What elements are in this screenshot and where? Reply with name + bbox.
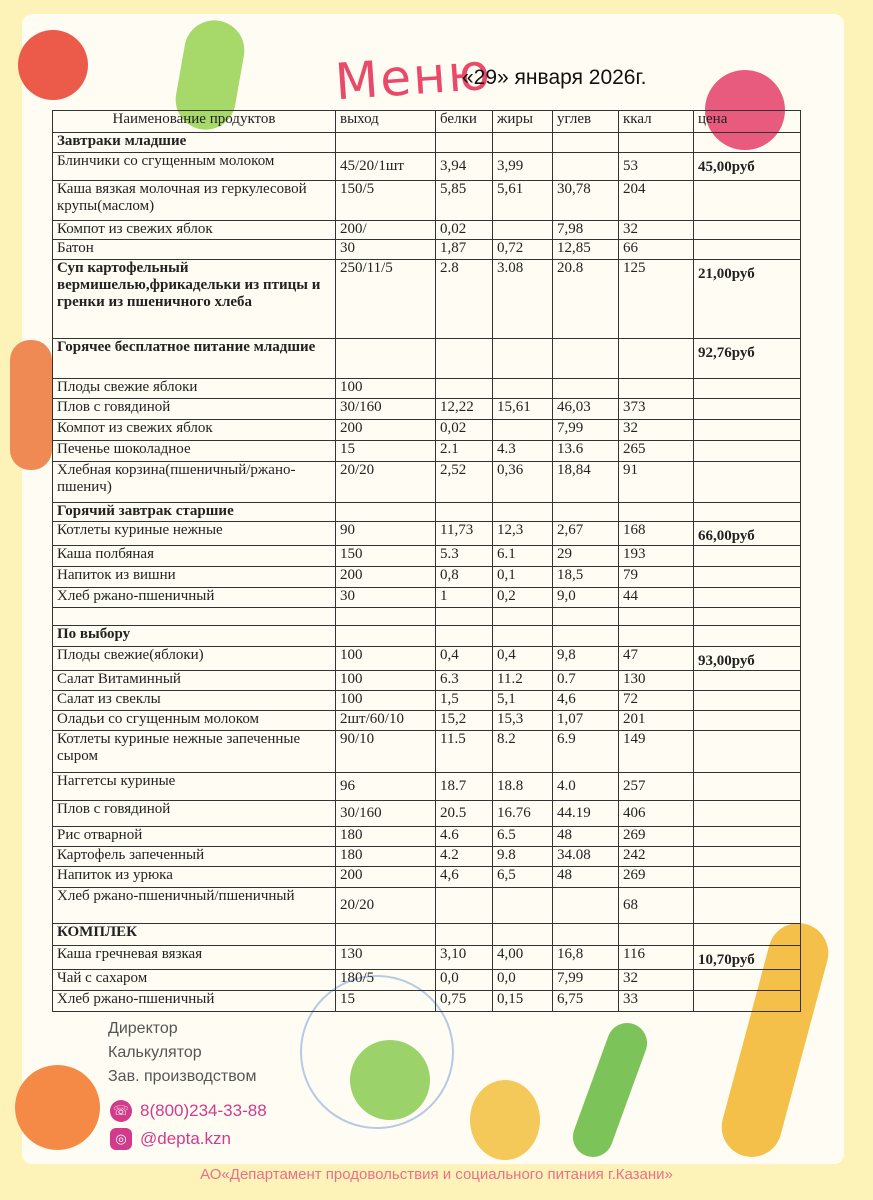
fat-cell: 6.5: [493, 827, 553, 847]
tomato-illustration: [18, 30, 88, 100]
protein-cell: 4.6: [436, 827, 493, 847]
kcal-cell: 193: [619, 546, 694, 567]
price-cell: 45,00руб: [694, 153, 801, 181]
price-cell: [694, 691, 801, 711]
dish-name: Чай с сахаром: [53, 970, 336, 991]
dish-name: Каша полбяная: [53, 546, 336, 567]
yield-cell: 200: [336, 867, 436, 888]
fat-cell: 16.76: [493, 801, 553, 827]
fat-cell: 4.3: [493, 441, 553, 462]
carbs-cell: 16,8: [553, 946, 619, 970]
price-cell: 21,00руб: [694, 260, 801, 339]
protein-cell: [436, 626, 493, 647]
kcal-cell: 66: [619, 240, 694, 260]
fat-cell: 3,99: [493, 153, 553, 181]
protein-cell: 4,6: [436, 867, 493, 888]
dish-name: Салат из свеклы: [53, 691, 336, 711]
fat-cell: 18.8: [493, 773, 553, 801]
price-cell: [694, 711, 801, 731]
fat-cell: [493, 626, 553, 647]
carbs-cell: 6,75: [553, 991, 619, 1012]
yield-cell: 45/20/1шт: [336, 153, 436, 181]
instagram-icon: ◎: [110, 1128, 132, 1150]
table-row: [53, 240, 801, 260]
carbs-cell: 9,8: [553, 647, 619, 671]
yield-cell: 15: [336, 441, 436, 462]
protein-cell: 12,22: [436, 399, 493, 420]
yield-cell: [336, 608, 436, 626]
carbs-cell: [553, 379, 619, 399]
table-row: [53, 546, 801, 567]
carbs-cell: [553, 133, 619, 153]
carbs-cell: 44.19: [553, 801, 619, 827]
protein-cell: 2,52: [436, 462, 493, 503]
carbs-cell: 7,99: [553, 420, 619, 441]
carbs-cell: [553, 608, 619, 626]
carbs-cell: 48: [553, 827, 619, 847]
carbs-cell: 7,99: [553, 970, 619, 991]
table-row: [53, 801, 801, 827]
price-cell: [694, 888, 801, 924]
price-cell: [694, 867, 801, 888]
protein-cell: [436, 133, 493, 153]
price-cell: 92,76руб: [694, 339, 801, 379]
carbs-cell: 9,0: [553, 588, 619, 608]
kcal-cell: [619, 379, 694, 399]
table-row: [53, 153, 801, 181]
kcal-cell: [619, 608, 694, 626]
table-row: [53, 671, 801, 691]
col-protein: белки: [436, 111, 493, 133]
carbs-cell: [553, 503, 619, 522]
carbs-cell: 7,98: [553, 221, 619, 240]
fat-cell: 5,1: [493, 691, 553, 711]
fat-cell: 8.2: [493, 731, 553, 773]
table-row: [53, 133, 801, 153]
company-name: АО«Департамент продовольствия и социального питания г.Казани»: [200, 1166, 673, 1183]
fat-cell: 12,3: [493, 522, 553, 546]
kcal-cell: 116: [619, 946, 694, 970]
col-kcal: ккал: [619, 111, 694, 133]
yield-cell: 180/5: [336, 970, 436, 991]
phone-icon: ☏: [110, 1100, 132, 1122]
dish-name: Котлеты куриные нежные запеченные сыром: [53, 731, 336, 773]
kcal-cell: 68: [619, 888, 694, 924]
fat-cell: 0,36: [493, 462, 553, 503]
protein-cell: 5.3: [436, 546, 493, 567]
yield-cell: 100: [336, 691, 436, 711]
yield-cell: [336, 626, 436, 647]
kcal-cell: 149: [619, 731, 694, 773]
price-cell: [694, 462, 801, 503]
col-fat: жиры: [493, 111, 553, 133]
yield-cell: 150/5: [336, 181, 436, 221]
protein-cell: [436, 924, 493, 946]
carbs-cell: 0.7: [553, 671, 619, 691]
price-cell: [694, 133, 801, 153]
carbs-cell: 34.08: [553, 847, 619, 867]
carbs-cell: [553, 888, 619, 924]
table-row: [53, 691, 801, 711]
col-carbs: углев: [553, 111, 619, 133]
dish-name: Горячее бесплатное питание младшие: [53, 339, 336, 379]
protein-cell: 5,85: [436, 181, 493, 221]
kcal-cell: 257: [619, 773, 694, 801]
yield-cell: 96: [336, 773, 436, 801]
protein-cell: [436, 608, 493, 626]
dish-name: Батон: [53, 240, 336, 260]
protein-cell: 1,5: [436, 691, 493, 711]
table-row: [53, 462, 801, 503]
carbs-cell: 18,84: [553, 462, 619, 503]
dish-name: Салат Витаминный: [53, 671, 336, 691]
price-cell: [694, 503, 801, 522]
yield-cell: [336, 503, 436, 522]
dish-name: Оладьи со сгущенным молоком: [53, 711, 336, 731]
dish-name: Плоды свежие яблоки: [53, 379, 336, 399]
kcal-cell: 44: [619, 588, 694, 608]
table-row: [53, 181, 801, 221]
director-label: Директор: [108, 1020, 178, 1037]
protein-cell: [436, 888, 493, 924]
table-row: [53, 608, 801, 626]
protein-cell: 6.3: [436, 671, 493, 691]
dish-name: Блинчики со сгущенным молоком: [53, 153, 336, 181]
dish-name: Картофель запеченный: [53, 847, 336, 867]
col-yield: выход: [336, 111, 436, 133]
price-cell: [694, 608, 801, 626]
price-cell: [694, 399, 801, 420]
fat-cell: 0,15: [493, 991, 553, 1012]
price-cell: [694, 567, 801, 588]
table-row: [53, 626, 801, 647]
table-row: [53, 588, 801, 608]
yield-cell: 90/10: [336, 731, 436, 773]
table-row: [53, 522, 801, 546]
yield-cell: 20/20: [336, 888, 436, 924]
kcal-cell: 32: [619, 970, 694, 991]
menu-table: [52, 110, 801, 1012]
fat-cell: [493, 379, 553, 399]
protein-cell: 0,4: [436, 647, 493, 671]
protein-cell: 15,2: [436, 711, 493, 731]
price-cell: [694, 970, 801, 991]
yield-cell: [336, 924, 436, 946]
yield-cell: 30/160: [336, 801, 436, 827]
carbs-cell: 48: [553, 867, 619, 888]
price-cell: [694, 671, 801, 691]
price-cell: [694, 420, 801, 441]
dish-name: Котлеты куриные нежные: [53, 522, 336, 546]
dish-name: Суп картофельный вермишелью,фрикадельки из птицы и гренки из пшеничного хлеба: [53, 260, 336, 339]
yield-cell: 30/160: [336, 399, 436, 420]
price-cell: [694, 773, 801, 801]
protein-cell: 0,75: [436, 991, 493, 1012]
fat-cell: 0,72: [493, 240, 553, 260]
price-cell: 66,00руб: [694, 522, 801, 546]
fat-cell: 0,2: [493, 588, 553, 608]
fat-cell: 15,3: [493, 711, 553, 731]
price-cell: [694, 221, 801, 240]
fat-cell: 5,61: [493, 181, 553, 221]
carbs-cell: 2,67: [553, 522, 619, 546]
kcal-cell: 269: [619, 867, 694, 888]
yield-cell: 90: [336, 522, 436, 546]
kcal-cell: 33: [619, 991, 694, 1012]
yield-cell: 200: [336, 567, 436, 588]
yield-cell: 15: [336, 991, 436, 1012]
fat-cell: 9.8: [493, 847, 553, 867]
kcal-cell: 53: [619, 153, 694, 181]
dish-name: Горячий завтрак старшие: [53, 503, 336, 522]
fat-cell: 15,61: [493, 399, 553, 420]
protein-cell: 0,02: [436, 221, 493, 240]
page-title: Меню: [333, 42, 494, 112]
fat-cell: [493, 924, 553, 946]
protein-cell: 0,8: [436, 567, 493, 588]
fat-cell: [493, 503, 553, 522]
yield-cell: 100: [336, 379, 436, 399]
protein-cell: 0,0: [436, 970, 493, 991]
price-cell: [694, 379, 801, 399]
carbs-cell: 1,07: [553, 711, 619, 731]
dish-name: Хлеб ржано-пшеничный: [53, 588, 336, 608]
dish-name: Наггетсы куриные: [53, 773, 336, 801]
kcal-cell: [619, 133, 694, 153]
phone-contact: [110, 1100, 267, 1122]
kcal-cell: 406: [619, 801, 694, 827]
table-row: [53, 888, 801, 924]
dish-name: Хлеб ржано-пшеничный/пшеничный: [53, 888, 336, 924]
table-row: [53, 260, 801, 339]
yield-cell: 100: [336, 647, 436, 671]
price-cell: [694, 847, 801, 867]
protein-cell: 3,94: [436, 153, 493, 181]
dish-name: Хлеб ржано-пшеничный: [53, 991, 336, 1012]
table-row: [53, 847, 801, 867]
carbs-cell: 12,85: [553, 240, 619, 260]
yield-cell: 180: [336, 847, 436, 867]
kcal-cell: 47: [619, 647, 694, 671]
price-cell: [694, 546, 801, 567]
instagram-contact: [110, 1128, 231, 1150]
dish-name: По выбору: [53, 626, 336, 647]
kcal-cell: [619, 626, 694, 647]
dish-name: Напиток из урюка: [53, 867, 336, 888]
carbs-cell: 29: [553, 546, 619, 567]
yield-cell: 200: [336, 420, 436, 441]
yield-cell: 250/11/5: [336, 260, 436, 339]
kcal-cell: 130: [619, 671, 694, 691]
fat-cell: 6,5: [493, 867, 553, 888]
carbs-cell: 6.9: [553, 731, 619, 773]
protein-cell: 1: [436, 588, 493, 608]
carrot-illustration: [10, 340, 52, 470]
kcal-cell: 91: [619, 462, 694, 503]
table-row: [53, 924, 801, 946]
dish-name: Напиток из вишни: [53, 567, 336, 588]
table-row: [53, 867, 801, 888]
price-cell: [694, 731, 801, 773]
fat-cell: [493, 888, 553, 924]
yield-cell: 2шт/60/10: [336, 711, 436, 731]
protein-cell: 2.8: [436, 260, 493, 339]
fat-cell: [493, 608, 553, 626]
kcal-cell: 201: [619, 711, 694, 731]
price-cell: [694, 240, 801, 260]
dish-name: Каша вязкая молочная из геркулесовой крупы(маслом): [53, 181, 336, 221]
pear-illustration: [470, 1080, 540, 1160]
carbs-cell: 18,5: [553, 567, 619, 588]
carbs-cell: 20.8: [553, 260, 619, 339]
dish-name: Компот из свежих яблок: [53, 420, 336, 441]
table-row: [53, 221, 801, 240]
kcal-cell: [619, 503, 694, 522]
carbs-cell: [553, 924, 619, 946]
carbs-cell: [553, 339, 619, 379]
carbs-cell: 46,03: [553, 399, 619, 420]
fat-cell: 0,1: [493, 567, 553, 588]
kcal-cell: 242: [619, 847, 694, 867]
price-cell: [694, 181, 801, 221]
fat-cell: [493, 221, 553, 240]
phone-number: 8(800)234-33-88: [140, 1101, 267, 1120]
kcal-cell: 269: [619, 827, 694, 847]
yield-cell: [336, 133, 436, 153]
fat-cell: 0,4: [493, 647, 553, 671]
protein-cell: [436, 339, 493, 379]
fat-cell: [493, 339, 553, 379]
table-row: [53, 339, 801, 379]
yield-cell: 30: [336, 240, 436, 260]
dish-name: Завтраки младшие: [53, 133, 336, 153]
table-row: [53, 379, 801, 399]
kcal-cell: [619, 924, 694, 946]
kcal-cell: [619, 339, 694, 379]
dish-name: Печенье шоколадное: [53, 441, 336, 462]
table-row: [53, 647, 801, 671]
dish-name: Компот из свежих яблок: [53, 221, 336, 240]
protein-cell: 11,73: [436, 522, 493, 546]
dish-name: Плов с говядиной: [53, 399, 336, 420]
dish-name: Рис отварной: [53, 827, 336, 847]
table-row: [53, 441, 801, 462]
dish-name: КОМПЛЕК: [53, 924, 336, 946]
fat-cell: 0,0: [493, 970, 553, 991]
fat-cell: 6.1: [493, 546, 553, 567]
dish-name: Каша гречневая вязкая: [53, 946, 336, 970]
price-cell: 93,00руб: [694, 647, 801, 671]
price-cell: [694, 626, 801, 647]
protein-cell: 1,87: [436, 240, 493, 260]
yield-cell: 20/20: [336, 462, 436, 503]
table-row: [53, 827, 801, 847]
calculator-label: Калькулятор: [108, 1044, 202, 1061]
protein-cell: 3,10: [436, 946, 493, 970]
dish-name: Хлебная корзина(пшеничный/ржано-пшенич): [53, 462, 336, 503]
price-cell: 10,70руб: [694, 946, 801, 970]
protein-cell: 20.5: [436, 801, 493, 827]
fat-cell: 4,00: [493, 946, 553, 970]
yield-cell: 180: [336, 827, 436, 847]
table-row: [53, 946, 801, 970]
kcal-cell: 72: [619, 691, 694, 711]
protein-cell: 11.5: [436, 731, 493, 773]
col-price: цена: [694, 111, 801, 133]
protein-cell: [436, 379, 493, 399]
protein-cell: 4.2: [436, 847, 493, 867]
price-cell: [694, 588, 801, 608]
kcal-cell: 204: [619, 181, 694, 221]
fat-cell: 3.08: [493, 260, 553, 339]
carbs-cell: [553, 626, 619, 647]
kcal-cell: 79: [619, 567, 694, 588]
carbs-cell: 4.0: [553, 773, 619, 801]
kcal-cell: 32: [619, 420, 694, 441]
table-row: [53, 399, 801, 420]
yield-cell: 30: [336, 588, 436, 608]
protein-cell: 18.7: [436, 773, 493, 801]
col-name: Наименование продуктов: [53, 111, 336, 133]
table-row: [53, 991, 801, 1012]
production-head-label: Зав. производством: [108, 1068, 257, 1085]
kcal-cell: 373: [619, 399, 694, 420]
carbs-cell: 4,6: [553, 691, 619, 711]
table-row: [53, 731, 801, 773]
carbs-cell: 13.6: [553, 441, 619, 462]
table-header: [53, 111, 801, 133]
kcal-cell: 125: [619, 260, 694, 339]
price-cell: [694, 924, 801, 946]
dish-name: Плоды свежие(яблоки): [53, 647, 336, 671]
fat-cell: [493, 420, 553, 441]
yield-cell: 150: [336, 546, 436, 567]
yield-cell: [336, 339, 436, 379]
yield-cell: 200/: [336, 221, 436, 240]
table-row: [53, 420, 801, 441]
dish-name: Плов с говядиной: [53, 801, 336, 827]
fat-cell: [493, 133, 553, 153]
table-row: [53, 503, 801, 522]
protein-cell: [436, 503, 493, 522]
table-row: [53, 711, 801, 731]
yield-cell: 130: [336, 946, 436, 970]
instagram-handle: @depta.kzn: [140, 1129, 231, 1148]
menu-date: «29» января 2026г.: [462, 66, 647, 89]
onion-illustration: [15, 1065, 100, 1150]
carbs-cell: [553, 153, 619, 181]
price-cell: [694, 991, 801, 1012]
price-cell: [694, 441, 801, 462]
kcal-cell: 168: [619, 522, 694, 546]
table-row: [53, 567, 801, 588]
price-cell: [694, 827, 801, 847]
kcal-cell: 32: [619, 221, 694, 240]
fat-cell: 11.2: [493, 671, 553, 691]
carbs-cell: 30,78: [553, 181, 619, 221]
kcal-cell: 265: [619, 441, 694, 462]
table-row: [53, 773, 801, 801]
dish-name: [53, 608, 336, 626]
price-cell: [694, 801, 801, 827]
protein-cell: 2.1: [436, 441, 493, 462]
yield-cell: 100: [336, 671, 436, 691]
protein-cell: 0,02: [436, 420, 493, 441]
table-row: [53, 970, 801, 991]
